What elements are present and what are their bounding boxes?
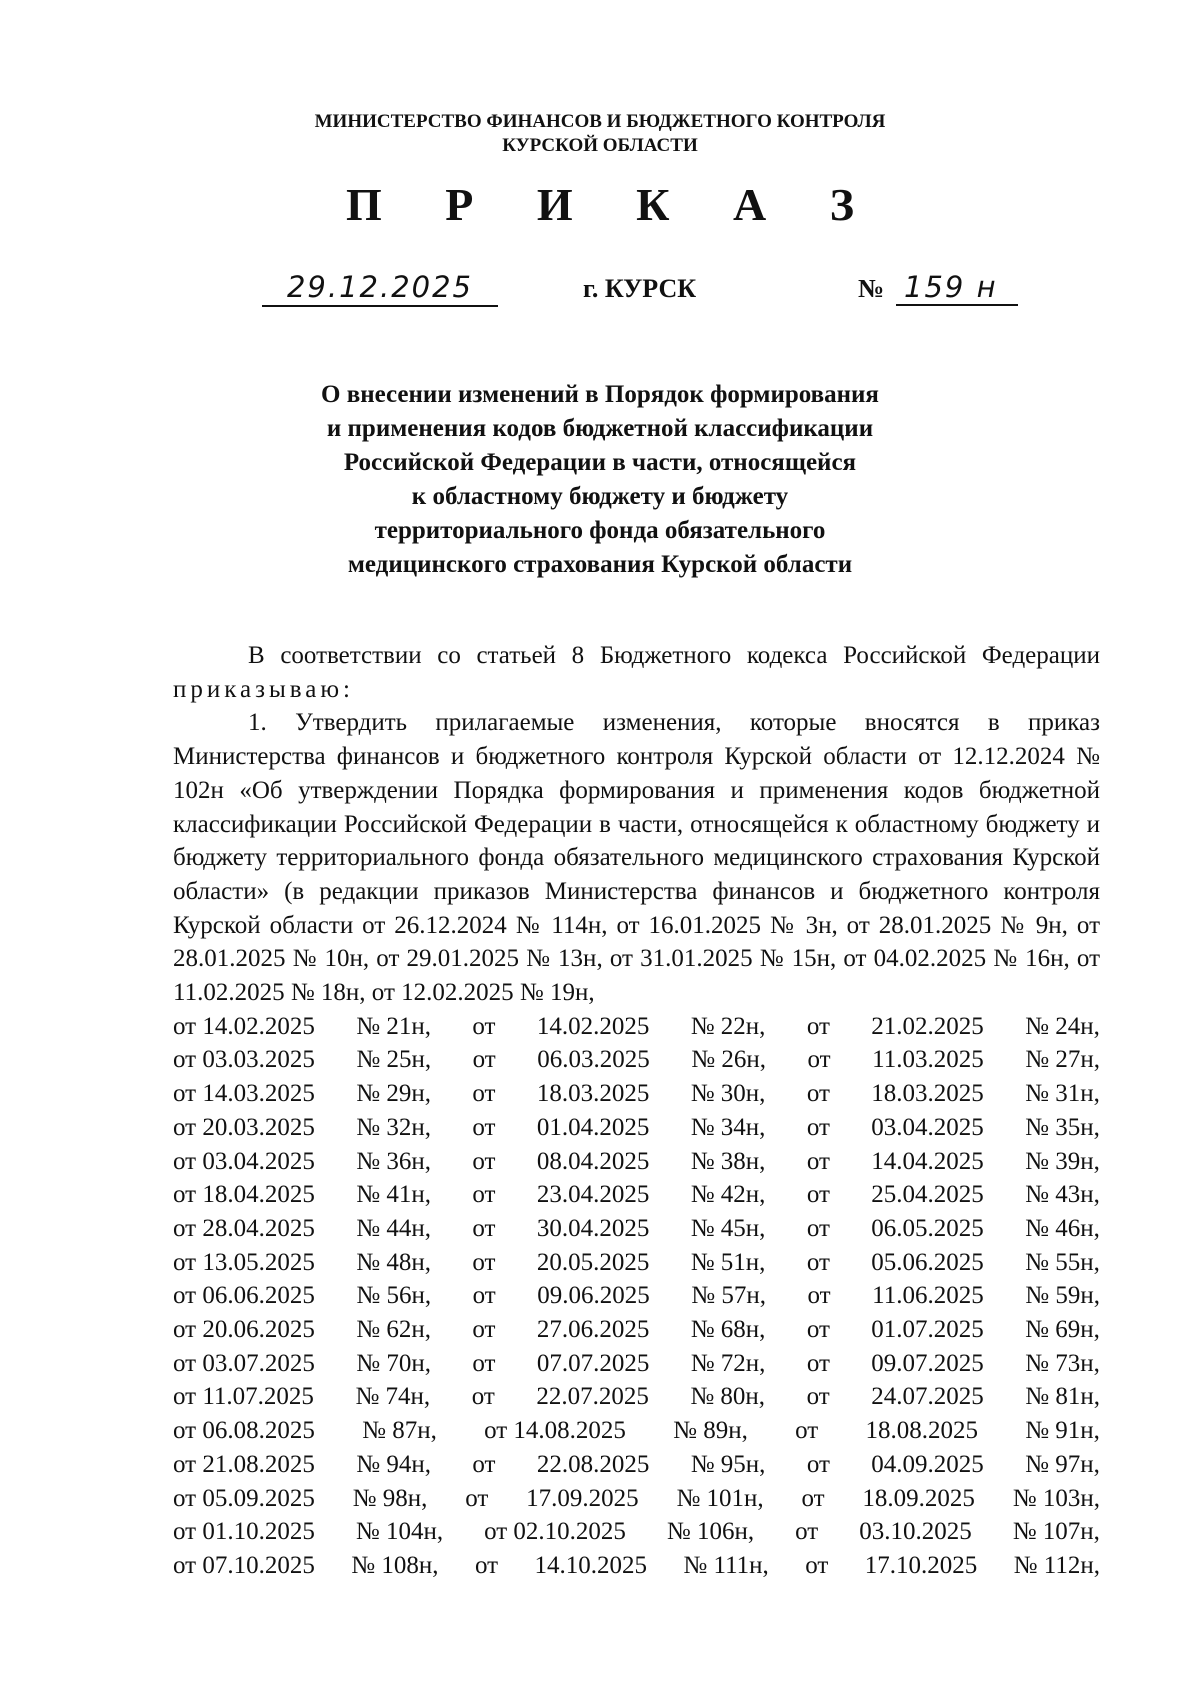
document-date: 29.12.2025 — [262, 270, 498, 307]
amendment-row — [173, 1482, 1100, 1516]
amendment-cell: от — [806, 1349, 830, 1377]
amendment-cell: № 43н, — [1025, 1181, 1100, 1209]
amendment-cell: от 14.03.2025 — [173, 1080, 315, 1108]
document-number: 159 н — [896, 270, 1018, 306]
amendment-cell: от — [472, 1012, 496, 1040]
amendment-cell: от 06.08.2025 — [173, 1417, 315, 1445]
amendment-cell: 04.09.2025 — [871, 1450, 984, 1478]
amendment-cell: от — [806, 1450, 830, 1478]
amendment-cell: от — [806, 1113, 830, 1141]
amendment-cell: от 20.03.2025 — [173, 1113, 315, 1141]
amendment-cell: от — [472, 1080, 496, 1108]
amendment-cell: 11.06.2025 — [872, 1282, 984, 1310]
amendment-cell: 11.03.2025 — [872, 1046, 984, 1074]
amendment-cell: № 57н, — [691, 1282, 766, 1310]
amendment-cell: № 51н, — [690, 1248, 766, 1276]
amendment-cell: 08.04.2025 — [536, 1147, 650, 1175]
amendment-list — [173, 1010, 1100, 1583]
amendment-cell: № 26н, — [691, 1046, 766, 1074]
amendment-cell: № 95н, — [690, 1450, 766, 1478]
amendment-cell: от — [474, 1551, 499, 1579]
amendment-cell: № 31н, — [1025, 1080, 1100, 1108]
intro-order-word: приказываю: — [173, 675, 354, 703]
amendment-cell: 30.04.2025 — [536, 1214, 650, 1242]
amendment-cell: № 25н, — [356, 1046, 432, 1074]
document-number-label: № — [858, 274, 885, 303]
amendment-cell: № 32н, — [356, 1113, 431, 1141]
amendment-cell: № 69н, — [1025, 1316, 1100, 1344]
amendment-cell: от — [807, 1282, 831, 1310]
amendment-row — [173, 1347, 1100, 1381]
amendment-cell: 23.04.2025 — [536, 1181, 650, 1209]
amendment-cell: 06.03.2025 — [537, 1046, 650, 1074]
amendment-cell: № 39н, — [1025, 1147, 1100, 1175]
amendment-cell: 14.04.2025 — [871, 1147, 984, 1175]
amendment-cell: № 107н, — [1012, 1518, 1100, 1546]
item-1-paragraph: 1. Утвердить прилагаемые изменения, которые вносятся в приказ Министерства финансов и бюджетного контроля Курской области от 12.12.2024 № 102н «Об утверждении Порядка формирования и применения кодов бюджетной классификации Российской Федерации в части, относящейся к областному бюджету и бюджету территориального фонда обязательного медицинского страхования Курской области» (в редакции приказов Министерства финансов и бюджетного контроля Курской области от 26.12.2024 № 114н, от 16.01.2025 № 3н, от 28.01.2025 № 9н, от 28.01.2025 № 10н, от 29.01.2025 № 13н, от 31.01.2025 № 15н, от 04.02.2025 № 16н, от 11.02.2025 № 18н, от 12.02.2025 № 19н, — [173, 709, 1100, 1007]
amendment-cell: № 74н, — [355, 1383, 431, 1411]
amendment-cell: № 62н, — [356, 1316, 431, 1344]
amendment-cell: от 02.10.2025 — [484, 1518, 626, 1546]
amendment-row — [173, 1178, 1100, 1212]
amendment-row — [173, 1380, 1100, 1414]
document-type-title: П Р И К А З — [345, 179, 880, 230]
amendment-cell: 06.05.2025 — [871, 1214, 984, 1242]
amendment-row — [173, 1448, 1100, 1482]
document-subject — [0, 378, 1200, 582]
amendment-cell: 01.04.2025 — [536, 1113, 650, 1141]
amendment-cell: № 59н, — [1025, 1282, 1100, 1310]
intro-paragraph — [173, 639, 1100, 706]
ministry-name-line-1: МИНИСТЕРСТВО ФИНАНСОВ И БЮДЖЕТНОГО КОНТРОЛЯ — [314, 111, 886, 132]
amendment-cell: № 103н, — [1012, 1484, 1100, 1512]
amendment-cell: 18.08.2025 — [865, 1417, 978, 1445]
amendment-cell: от — [472, 1181, 496, 1209]
amendment-cell: от — [806, 1080, 830, 1108]
amendment-cell: 18.03.2025 — [871, 1080, 984, 1108]
amendment-cell: 18.09.2025 — [862, 1484, 975, 1512]
amendment-cell: от 03.04.2025 — [173, 1147, 315, 1175]
amendment-cell: от — [801, 1484, 825, 1512]
amendment-cell: № 48н, — [356, 1248, 431, 1276]
amendment-cell: 25.04.2025 — [871, 1181, 984, 1209]
amendment-cell: 14.10.2025 — [534, 1551, 647, 1579]
amendment-row — [173, 1212, 1100, 1246]
amendment-cell: № 36н, — [356, 1147, 431, 1175]
amendment-cell: от — [472, 1248, 496, 1276]
amendment-row — [173, 1279, 1100, 1313]
amendment-cell: от — [795, 1518, 819, 1546]
amendment-cell: № 111н, — [683, 1551, 769, 1579]
amendment-cell: № 70н, — [356, 1349, 431, 1377]
amendment-cell: 17.10.2025 — [864, 1551, 978, 1579]
amendment-cell: № 98н, — [352, 1484, 428, 1512]
amendment-row — [173, 1414, 1100, 1448]
amendment-cell: № 30н, — [690, 1080, 766, 1108]
amendment-cell: от — [472, 1450, 496, 1478]
amendment-cell: от — [805, 1551, 829, 1579]
amendment-cell: № 38н, — [690, 1147, 766, 1175]
amendment-cell: № 29н, — [356, 1080, 431, 1108]
amendment-cell: от — [807, 1046, 831, 1074]
amendment-cell: 20.05.2025 — [536, 1248, 650, 1276]
amendment-cell: 14.02.2025 — [536, 1012, 650, 1040]
amendment-cell: № 112н, — [1013, 1551, 1100, 1579]
amendment-cell: от — [472, 1113, 496, 1141]
amendment-cell: № 68н, — [690, 1316, 766, 1344]
amendment-cell: от — [472, 1214, 496, 1242]
amendment-cell: 17.09.2025 — [526, 1484, 639, 1512]
amendment-cell: № 55н, — [1025, 1248, 1100, 1276]
amendment-row — [173, 1010, 1100, 1044]
amendment-cell: от — [795, 1417, 819, 1445]
amendment-cell: № 46н, — [1025, 1214, 1100, 1242]
amendment-cell: № 97н, — [1025, 1450, 1100, 1478]
amendment-cell: от 05.09.2025 — [173, 1484, 315, 1512]
amendment-cell: от — [806, 1181, 830, 1209]
amendment-cell: от — [806, 1214, 830, 1242]
amendment-cell: от 03.07.2025 — [173, 1349, 315, 1377]
amendment-cell: от 20.06.2025 — [173, 1316, 315, 1344]
amendment-cell: от 07.10.2025 — [173, 1551, 315, 1579]
amendment-row — [173, 1111, 1100, 1145]
intro-text: В соответствии со статьей 8 Бюджетного кодекса Российской Федерации — [248, 642, 1100, 669]
amendment-cell: № 81н, — [1025, 1383, 1100, 1411]
subject-line: медицинского страхования Курской области — [347, 551, 853, 578]
amendment-cell: № 22н, — [690, 1012, 766, 1040]
amendment-cell: от 14.02.2025 — [173, 1012, 315, 1040]
amendment-cell: 03.04.2025 — [871, 1113, 984, 1141]
amendment-cell: от 28.04.2025 — [173, 1214, 315, 1242]
amendment-cell: 03.10.2025 — [859, 1518, 972, 1546]
amendment-row — [173, 1549, 1100, 1583]
subject-line: к областному бюджету и бюджету — [411, 483, 789, 510]
amendment-cell: 05.06.2025 — [871, 1248, 984, 1276]
amendment-cell: от 18.04.2025 — [173, 1181, 315, 1209]
amendment-cell: № 42н, — [690, 1181, 766, 1209]
amendment-cell: 09.07.2025 — [871, 1349, 984, 1377]
amendment-cell: 09.06.2025 — [537, 1282, 650, 1310]
amendment-cell: 21.02.2025 — [871, 1012, 984, 1040]
amendment-cell: № 80н, — [690, 1383, 766, 1411]
subject-line: территориального фонда обязательного — [374, 517, 826, 544]
amendment-cell: № 44н, — [356, 1214, 431, 1242]
document-city: г. КУРСК — [583, 274, 697, 303]
amendment-cell: от — [806, 1147, 830, 1175]
amendment-cell: от 06.06.2025 — [173, 1282, 315, 1310]
amendment-cell: 22.07.2025 — [536, 1383, 649, 1411]
amendment-cell: 22.08.2025 — [536, 1450, 650, 1478]
amendment-cell: № 101н, — [676, 1484, 764, 1512]
amendment-cell: № 21н, — [356, 1012, 431, 1040]
amendment-cell: № 87н, — [362, 1417, 437, 1445]
amendment-cell: 18.03.2025 — [536, 1080, 650, 1108]
amendment-cell: № 104н, — [355, 1518, 444, 1546]
amendment-cell: от — [806, 1012, 830, 1040]
amendment-row — [173, 1145, 1100, 1179]
amendment-cell: № 108н, — [351, 1551, 439, 1579]
amendment-cell: от — [472, 1046, 496, 1074]
amendment-cell: от 03.03.2025 — [173, 1046, 315, 1074]
amendment-row — [173, 1313, 1100, 1347]
amendment-cell: № 72н, — [690, 1349, 766, 1377]
amendment-cell: от — [472, 1282, 496, 1310]
amendment-cell: № 34н, — [690, 1113, 766, 1141]
amendment-cell: № 73н, — [1025, 1349, 1100, 1377]
amendment-row — [173, 1043, 1100, 1077]
amendment-cell: № 24н, — [1025, 1012, 1100, 1040]
amendment-cell: от — [806, 1316, 830, 1344]
amendment-cell: от — [471, 1383, 495, 1411]
amendment-cell: 24.07.2025 — [871, 1383, 984, 1411]
amendment-cell: от 13.05.2025 — [173, 1248, 315, 1276]
amendment-cell: 07.07.2025 — [536, 1349, 650, 1377]
ministry-header — [0, 110, 1200, 158]
amendment-cell: № 89н, — [673, 1417, 748, 1445]
amendment-cell: от — [806, 1383, 830, 1411]
subject-line: и применения кодов бюджетной классификации — [326, 415, 874, 442]
amendment-cell: № 94н, — [356, 1450, 431, 1478]
amendment-cell: № 27н, — [1025, 1046, 1100, 1074]
ministry-name-line-2: КУРСКОЙ ОБЛАСТИ — [502, 135, 698, 156]
amendment-cell: от — [472, 1147, 496, 1175]
amendment-cell: от 01.10.2025 — [173, 1518, 315, 1546]
amendment-cell: от 14.08.2025 — [484, 1417, 626, 1445]
amendment-cell: № 91н, — [1025, 1417, 1100, 1445]
subject-line: Российской Федерации в части, относящейся — [343, 449, 857, 476]
document-body — [173, 639, 1100, 1583]
amendment-cell: от — [472, 1316, 496, 1344]
amendment-cell: № 106н, — [666, 1518, 755, 1546]
amendment-row — [173, 1077, 1100, 1111]
amendment-cell: 01.07.2025 — [871, 1316, 984, 1344]
amendment-cell: 27.06.2025 — [536, 1316, 650, 1344]
amendment-row — [173, 1246, 1100, 1280]
amendment-cell: от — [472, 1349, 496, 1377]
amendment-cell: от 11.07.2025 — [173, 1383, 314, 1411]
amendment-cell: от — [465, 1484, 489, 1512]
amendment-cell: № 35н, — [1025, 1113, 1100, 1141]
amendment-cell: № 41н, — [356, 1181, 431, 1209]
amendment-cell: № 56н, — [356, 1282, 432, 1310]
amendment-cell: от 21.08.2025 — [173, 1450, 315, 1478]
subject-line: О внесении изменений в Порядок формирования — [321, 381, 879, 408]
amendment-row — [173, 1515, 1100, 1549]
amendment-cell: от — [806, 1248, 830, 1276]
amendment-cell: № 45н, — [690, 1214, 766, 1242]
